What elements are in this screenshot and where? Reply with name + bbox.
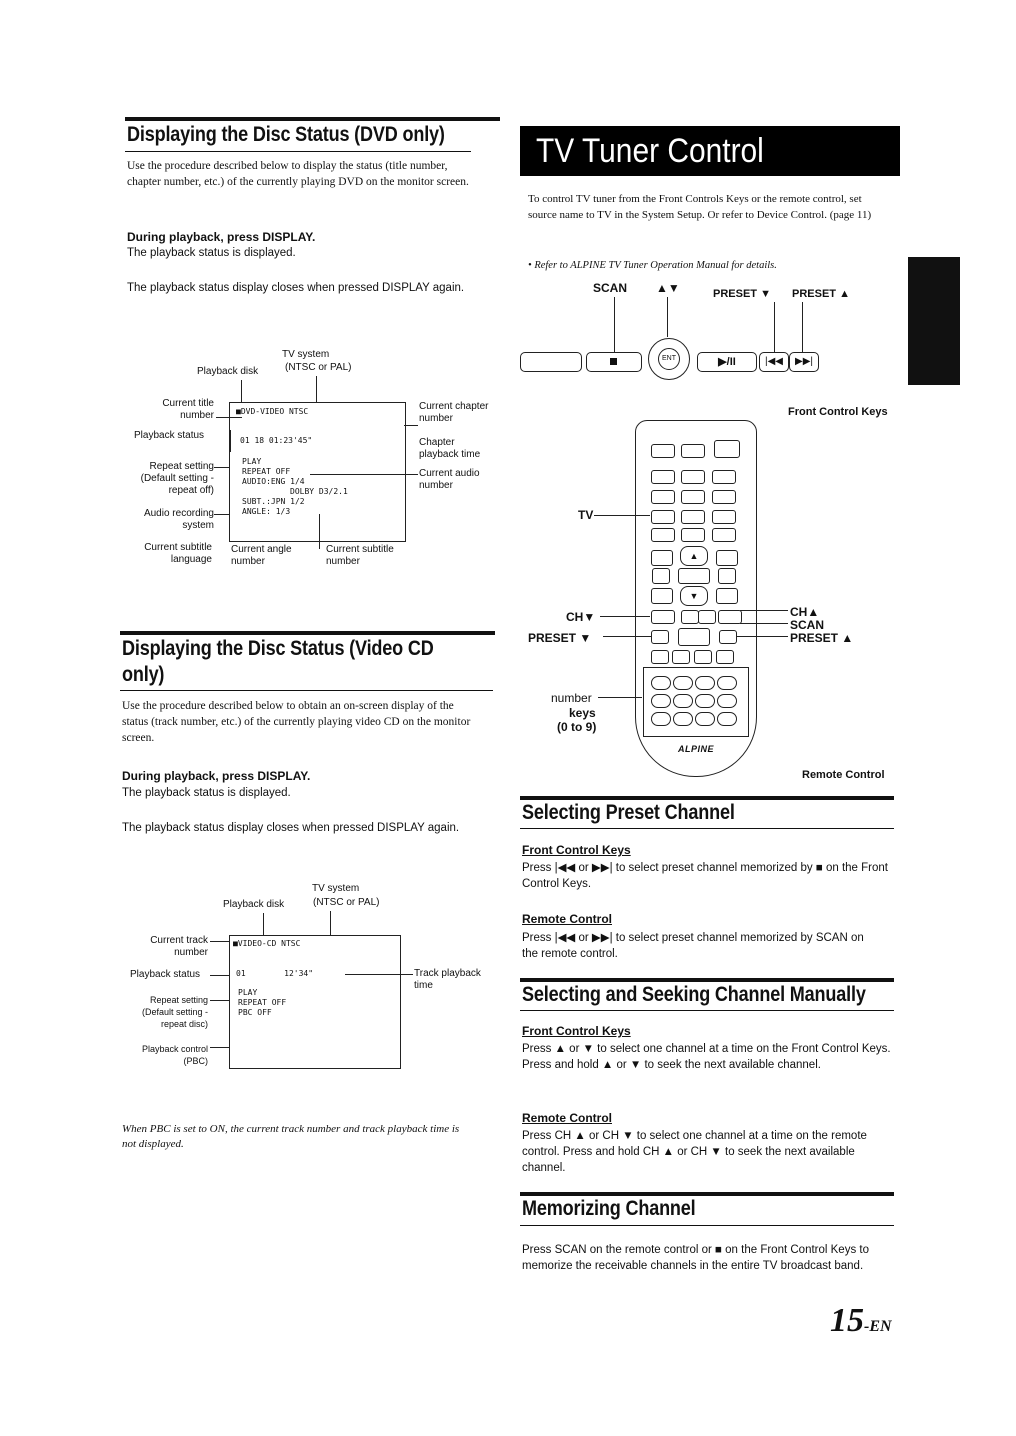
leader-line xyxy=(603,636,651,637)
dvd-current-subtitle: Current subtitle number xyxy=(326,544,394,567)
leader-line xyxy=(736,636,788,637)
skip-back-icon: |◀◀ xyxy=(765,356,783,367)
remote-btn[interactable] xyxy=(651,490,675,504)
leader-line xyxy=(319,514,320,549)
vcd-screen-line5: PBC OFF xyxy=(238,1008,272,1017)
remote-btn[interactable] xyxy=(716,588,738,604)
remote-range-label: (0 to 9) xyxy=(557,720,597,734)
title-underline xyxy=(120,690,493,691)
vcd-track-time: Track playback time xyxy=(414,968,481,991)
vcd-during: During playback, press DISPLAY. xyxy=(122,769,311,783)
remote-btn[interactable] xyxy=(698,610,716,624)
vcd-playback-control: Playback control (PBC) xyxy=(141,1044,208,1066)
remote-number-key[interactable] xyxy=(673,712,693,726)
title-underline xyxy=(520,1010,894,1011)
remote-number-key[interactable] xyxy=(695,676,715,690)
dvd-tv-system-note: (NTSC or PAL) xyxy=(285,362,352,373)
dvd-audio-recording: Audio recording system xyxy=(143,508,214,531)
front-key-source[interactable] xyxy=(520,352,582,372)
front-key-next[interactable] xyxy=(789,352,819,372)
dvd-screen-line4: REPEAT OFF xyxy=(242,467,291,476)
tuner-note: • Refer to ALPINE TV Tuner Operation Manual for details. xyxy=(528,260,777,271)
remote-number-key[interactable] xyxy=(673,694,693,708)
leader-line xyxy=(774,302,775,357)
remote-btn[interactable] xyxy=(716,650,734,664)
remote-btn[interactable] xyxy=(681,528,705,542)
stop-icon xyxy=(610,358,617,365)
remote-btn[interactable] xyxy=(672,650,690,664)
leader-line xyxy=(667,297,668,337)
remote-btn[interactable] xyxy=(651,588,673,604)
leader-line xyxy=(210,1047,230,1048)
leader-line xyxy=(263,913,264,935)
vcd-playback-disk: Playback disk xyxy=(223,899,285,910)
dvd-current-audio: Current audio number xyxy=(419,468,480,491)
remote-btn[interactable] xyxy=(651,444,675,458)
remote-btn-power[interactable] xyxy=(714,440,740,458)
vcd-shown: The playback status is displayed. xyxy=(122,787,291,799)
section-rule xyxy=(520,796,894,800)
remote-number-key[interactable] xyxy=(651,712,671,726)
remote-number-key[interactable] xyxy=(717,712,737,726)
section-rule xyxy=(120,631,495,635)
leader-line xyxy=(216,417,242,418)
remote-btn[interactable] xyxy=(681,444,705,458)
front-scan-label: SCAN xyxy=(593,281,628,295)
front-key-prev[interactable] xyxy=(759,352,789,372)
remote-number-label: number xyxy=(551,691,592,705)
remote-btn[interactable] xyxy=(651,470,675,484)
front-updown-label: ▲▼ xyxy=(656,281,680,295)
dvd-screen-line1: ■DVD-VIDEO NTSC xyxy=(236,407,309,416)
page-number-value: 15 xyxy=(830,1302,864,1339)
preset-front-text: Press |◀◀ or ▶▶| to select preset channel memorized by ■ on the Front Control Keys. xyxy=(522,862,888,890)
leader-line xyxy=(210,1000,230,1001)
remote-btn[interactable] xyxy=(694,650,712,664)
dvd-screen-line3: PLAY xyxy=(242,457,262,466)
dvd-screen-line6: DOLBY D3/2.1 xyxy=(290,487,348,496)
remote-btn[interactable] xyxy=(712,528,736,542)
seek-section-title: Selecting and Seeking Channel Manually xyxy=(522,983,866,1006)
vcd-tv-system-note: (NTSC or PAL) xyxy=(313,897,380,908)
title-underline xyxy=(125,151,471,152)
dvd-during: During playback, press DISPLAY. xyxy=(127,230,316,244)
seek-remote-text: Press CH ▲ or CH ▼ to select one channel at a time on the remote control. Press and hold CH ▲ or CH ▼ to seek the next available channel. xyxy=(522,1130,867,1174)
remote-btn[interactable] xyxy=(681,490,705,504)
remote-keys-label: keys xyxy=(569,706,596,720)
dvd-tv-system: TV system xyxy=(282,349,330,360)
remote-preset-up-label: PRESET ▲ xyxy=(790,631,854,645)
dvd-intro: Use the procedure described below to display the status (title number, chapter number, etc.) of the currently playing DVD on the monitor screen. xyxy=(127,160,469,188)
dvd-screen-line5: AUDIO:ENG 1/4 xyxy=(242,477,305,486)
page-number-suffix: -EN xyxy=(864,1318,892,1335)
leader-line xyxy=(345,974,413,975)
leader-line xyxy=(614,297,615,357)
dvd-current-chapter: Current chapter number xyxy=(419,401,489,424)
leader-line xyxy=(598,697,642,698)
leader-line xyxy=(740,623,788,624)
arrow-down-icon: ▼ xyxy=(689,591,699,601)
dvd-close: The playback status display closes when pressed DISPLAY again. xyxy=(127,282,465,294)
dvd-screen-line8: ANGLE: 1/3 xyxy=(242,507,291,516)
dvd-subtitle-language: Current subtitle language xyxy=(144,542,212,565)
remote-number-key[interactable] xyxy=(673,676,693,690)
remote-btn[interactable] xyxy=(681,470,705,484)
skip-forward-icon: ▶▶| xyxy=(795,356,813,367)
remote-btn[interactable] xyxy=(651,550,673,566)
front-key-stop[interactable] xyxy=(586,352,642,372)
remote-control-caption: Remote Control xyxy=(802,769,885,781)
leader-line xyxy=(594,515,650,516)
section-rule xyxy=(520,978,894,982)
remote-btn-left[interactable] xyxy=(652,568,670,584)
front-control-caption: Front Control Keys xyxy=(788,406,888,418)
front-key-play-pause[interactable]: ▶/II xyxy=(697,352,757,372)
vcd-tv-system: TV system xyxy=(312,883,360,894)
remote-number-key[interactable] xyxy=(651,676,671,690)
front-preset-up-label: PRESET ▲ xyxy=(792,288,850,300)
title-underline xyxy=(520,1225,894,1226)
remote-btn-enter[interactable] xyxy=(678,568,710,584)
remote-btn-preset-up[interactable] xyxy=(719,630,737,644)
front-key-updown-dial[interactable] xyxy=(648,338,690,380)
remote-btn[interactable] xyxy=(681,510,705,524)
remote-number-key[interactable] xyxy=(651,694,671,708)
dvd-current-title: Current title number xyxy=(162,398,214,421)
remote-number-key[interactable] xyxy=(695,712,715,726)
remote-btn-down[interactable] xyxy=(680,586,708,606)
preset-front-head: Front Control Keys xyxy=(522,843,631,857)
remote-preset-down-label: PRESET ▼ xyxy=(528,631,592,645)
vcd-screen-line2: 01 12'34" xyxy=(236,969,314,978)
dvd-playback-status: Playback status xyxy=(134,430,205,441)
vcd-playback-status: Playback status xyxy=(130,969,201,980)
dvd-section-title: Displaying the Disc Status (DVD only) xyxy=(127,123,445,146)
remote-tv-label: TV xyxy=(578,508,594,522)
front-preset-down-label: PRESET ▼ xyxy=(713,288,771,300)
section-rule xyxy=(125,117,500,121)
ent-icon: ENT xyxy=(658,348,680,370)
tuner-intro: To control TV tuner from the Front Controls Keys or the remote control, set source name to TV in the System Setup. Or refer to Device Control. (page 11) xyxy=(528,193,872,221)
remote-btn-right[interactable] xyxy=(718,568,736,584)
remote-btn[interactable] xyxy=(651,528,675,542)
vcd-title-line2: only) xyxy=(122,663,165,686)
remote-btn-up[interactable] xyxy=(680,546,708,566)
seek-remote-head: Remote Control xyxy=(522,1111,612,1125)
remote-btn[interactable] xyxy=(712,470,736,484)
tuner-note-text: Refer to ALPINE TV Tuner Operation Manual for details. xyxy=(534,260,777,271)
memo-section-title: Memorizing Channel xyxy=(522,1197,696,1220)
remote-btn-ch-up[interactable] xyxy=(718,610,742,624)
page-tab xyxy=(908,257,960,385)
leader-line xyxy=(214,514,230,515)
leader-line xyxy=(214,467,230,468)
leader-line xyxy=(210,975,230,976)
vcd-screen-line4: REPEAT OFF xyxy=(238,998,287,1007)
remote-number-key[interactable] xyxy=(717,676,737,690)
vcd-repeat-setting: Repeat setting (Default setting - repeat disc) xyxy=(141,995,208,1029)
remote-number-key[interactable] xyxy=(717,694,737,708)
remote-btn[interactable] xyxy=(716,550,738,566)
remote-ch-down-label: CH▼ xyxy=(566,610,596,624)
leader-line xyxy=(330,911,331,935)
dvd-playback-disk: Playback disk xyxy=(197,366,259,377)
remote-btn-tv[interactable] xyxy=(651,510,675,524)
banner-title: TV Tuner Control xyxy=(536,132,764,170)
arrow-up-icon: ▲ xyxy=(689,551,699,561)
leader-line xyxy=(230,430,231,452)
page-number xyxy=(830,1302,892,1340)
section-rule xyxy=(520,1192,894,1196)
leader-line xyxy=(241,380,242,402)
remote-number-key[interactable] xyxy=(695,694,715,708)
dvd-screen-line2: 01 18 01:23'45" xyxy=(240,436,313,445)
leader-line xyxy=(316,376,317,402)
vcd-screen-line1: ■VIDEO-CD NTSC xyxy=(233,939,301,948)
vcd-current-track: Current track number xyxy=(150,935,208,958)
dvd-repeat-setting: Repeat setting (Default setting - repeat off) xyxy=(140,461,214,496)
leader-line xyxy=(802,302,803,357)
remote-scan-label: SCAN xyxy=(790,618,825,632)
vcd-screen-line3: PLAY xyxy=(238,988,258,997)
preset-remote-head: Remote Control xyxy=(522,912,612,926)
dvd-chapter-time: Chapter playback time xyxy=(419,437,481,460)
memo-text: Press SCAN on the remote control or ■ on the Front Control Keys to memorize the receivable channels in the entire TV broadcast band. xyxy=(522,1244,869,1272)
remote-btn-play[interactable] xyxy=(678,628,710,646)
remote-btn[interactable] xyxy=(712,490,736,504)
seek-front-text: Press ▲ or ▼ to select one channel at a time on the Front Control Keys. Press and hold ▲ or ▼ to seek the next available channel. xyxy=(522,1043,891,1071)
leader-line xyxy=(600,616,650,617)
seek-front-head: Front Control Keys xyxy=(522,1024,631,1038)
remote-btn-preset-down[interactable] xyxy=(651,630,669,644)
leader-line xyxy=(310,474,418,475)
remote-btn[interactable] xyxy=(681,610,699,624)
preset-section-title: Selecting Preset Channel xyxy=(522,801,735,824)
remote-btn-ch-down[interactable] xyxy=(651,610,675,624)
vcd-note: When PBC is set to ON, the current track number and track playback time is not displayed. xyxy=(122,1123,460,1150)
leader-line xyxy=(404,425,418,426)
remote-btn[interactable] xyxy=(651,650,669,664)
dvd-shown: The playback status is displayed. xyxy=(127,247,296,259)
vcd-intro: Use the procedure described below to obtain an on-screen display of the status (track number, etc.) of the currently playing video CD on the monitor screen. xyxy=(122,700,471,744)
vcd-close: The playback status display closes when pressed DISPLAY again. xyxy=(122,822,460,834)
preset-remote-text: Press |◀◀ or ▶▶| to select preset channel memorized by SCAN on the remote control. xyxy=(522,932,864,960)
leader-line xyxy=(740,610,788,611)
dvd-current-angle: Current angle number xyxy=(231,544,292,567)
remote-brand-logo: ALPINE xyxy=(678,744,715,754)
title-underline xyxy=(520,828,894,829)
dvd-screen-line7: SUBT.:JPN 1/2 xyxy=(242,497,305,506)
remote-ch-up-label: CH▲ xyxy=(790,605,820,619)
vcd-title-line1: Displaying the Disc Status (Video CD xyxy=(122,637,434,660)
remote-btn[interactable] xyxy=(712,510,736,524)
leader-line xyxy=(210,941,230,942)
